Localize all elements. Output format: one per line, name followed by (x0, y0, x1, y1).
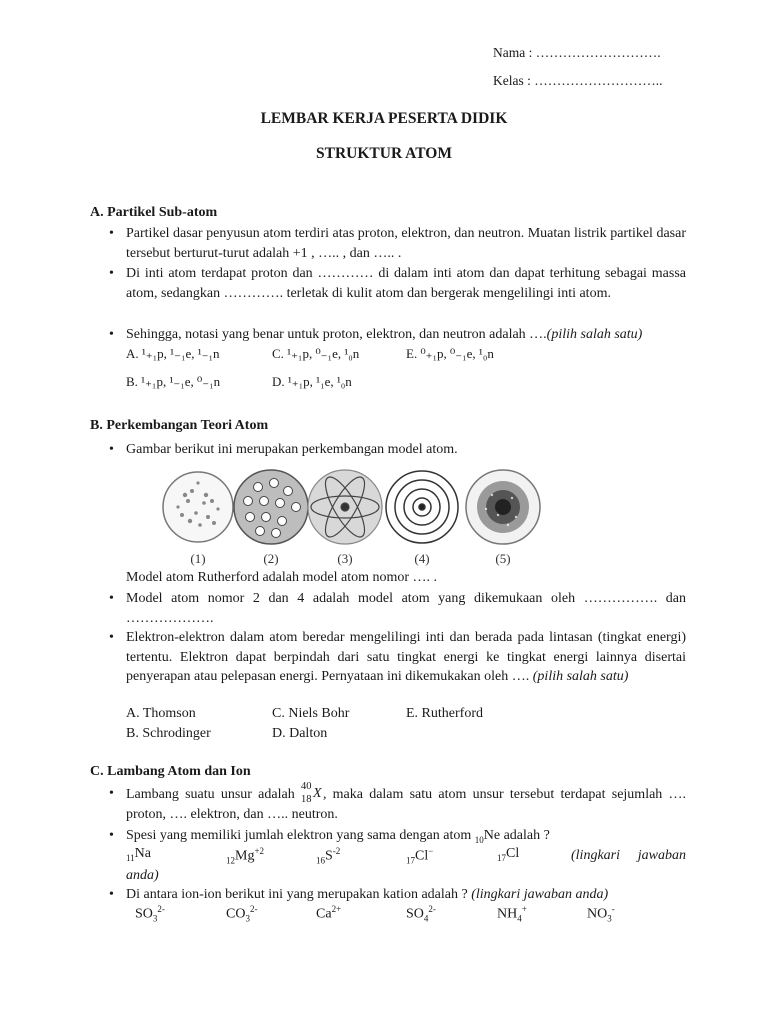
section-a-item-1: Partikel dasar penyusun atom terdiri atas proton, elektron, dan neutron. Muatan listrik partikel dasar tersebut berturut-turut adalah +1 , ….. , dan ….. . (126, 226, 686, 261)
model-label-1: (1) (190, 551, 206, 566)
section-b-item-3: Elektron-elektron dalam atom beredar mengelilingi inti dan berada pada lintasan (tingkat energi) tertentu. Elektron dapat berpindah dari satu tingkat energi ke tingkat energi lainnya disertai penyerapan atau pelepasan energi. Pernyataan ini dikemukakan oleh …. (pilih salah satu) (126, 630, 686, 684)
bullet: • (109, 266, 114, 281)
section-c-item-3: Di antara ion-ion berikut ini yang merupakan kation adalah ? (lingkari jawaban anda) (126, 887, 609, 902)
model-label-4: (4) (414, 551, 430, 566)
ion-so4[interactable]: $SO_4^{2-}$ (406, 904, 436, 924)
class-field: Kelas : ……………………….. (493, 73, 663, 88)
section-b-item-2: Model atom nomor 2 dan 4 adalah model atom yang dikemukaan oleh ……………. dan ………………. (126, 591, 686, 626)
bullet: • (109, 327, 114, 342)
atom-model-5 (466, 470, 540, 544)
ion-no3[interactable]: $NO_3^-$ (587, 904, 615, 924)
choice-d[interactable]: D. ¹₊₁p, ¹₁e, ¹₀n (272, 374, 352, 389)
section-c-item-1: Lambang suatu unsur adalah 40 18 X , maka dalam satu atom unsur tersebut terdapat sejumlah …. proton, …. elektron, dan ….. neutron. (126, 781, 687, 822)
ion-nh4[interactable]: $NH_4^+$ (497, 904, 527, 924)
page-title: LEMBAR KERJA PESERTA DIDIK (260, 110, 508, 127)
nuclide-symbol: 40 18 X (300, 781, 322, 805)
bullet: • (109, 786, 114, 801)
section-c-heading: C. Lambang Atom dan Ion (90, 764, 251, 779)
option-niels-bohr[interactable]: C. Niels Bohr (272, 706, 350, 721)
species-s[interactable]: $_{16}S^{-2}$ (316, 846, 341, 866)
choice-c[interactable]: C. ¹₊₁p, ⁰₋₁e, ¹₀n (272, 346, 360, 361)
section-b-heading: B. Perkembangan Teori Atom (90, 418, 269, 433)
option-thomson[interactable]: A. Thomson (126, 706, 196, 721)
bullet: • (109, 887, 114, 902)
bullet: • (109, 226, 114, 241)
choice-a[interactable]: A. ¹₊₁p, ¹₋₁e, ¹₋₁n (126, 346, 220, 361)
bullet: • (109, 442, 114, 457)
atom-model-4 (386, 471, 458, 543)
option-schrodinger[interactable]: B. Schrodinger (126, 726, 211, 741)
ion-so3[interactable]: $SO_3^{2-}$ (135, 904, 165, 924)
species-cl[interactable]: $_{17}$Cl (497, 846, 520, 863)
atom-model-1 (163, 472, 233, 542)
choice-e[interactable]: E. ⁰₊₁p, ⁰₋₁e, ¹₀n (406, 346, 494, 361)
species-hint: (lingkari jawaban anda) (126, 848, 686, 883)
model-label-5: (5) (495, 551, 511, 566)
atom-models-figure (160, 465, 550, 570)
ion-co3[interactable]: $CO_3^{2-}$ (226, 904, 258, 924)
species-na[interactable]: $_{11}$Na (126, 846, 151, 863)
model-label-3: (3) (337, 551, 353, 566)
section-b-question-1: Model atom Rutherford adalah model atom nomor …. . (126, 570, 438, 585)
option-rutherford[interactable]: E. Rutherford (406, 706, 483, 721)
section-a-item-3: Sehingga, notasi yang benar untuk proton, elektron, dan neutron adalah ….(pilih salah satu) (126, 327, 643, 342)
choice-b[interactable]: B. ¹₊₁p, ¹₋₁e, ⁰₋₁n (126, 374, 221, 389)
section-c-item-2: Spesi yang memiliki jumlah elektron yang sama dengan atom $_{10}$Ne adalah ? (126, 828, 550, 845)
bullet: • (109, 828, 114, 843)
bullet: • (109, 630, 114, 645)
ion-ca[interactable]: $Ca^{2+}$ (316, 904, 342, 922)
bullet: • (109, 591, 114, 606)
atom-model-2 (234, 470, 308, 544)
model-label-2: (2) (263, 551, 279, 566)
section-a-item-2: Di inti atom terdapat proton dan ………… di dalam inti atom dan dapat terhitung sebagai massa atom, sedangkan …………. terletak di kulit atom dan bergerak mengelilingi inti atom. (126, 266, 686, 301)
page-subtitle: STRUKTUR ATOM (316, 145, 452, 162)
name-field: Nama : ………………………. (493, 45, 661, 60)
species-mg[interactable]: $_{12}Mg^{+2}$ (226, 846, 265, 866)
section-b-item-1: Gambar berikut ini merupakan perkembangan model atom. (126, 442, 458, 457)
species-cl-ion[interactable]: $_{17}$Cl− (406, 846, 434, 866)
option-dalton[interactable]: D. Dalton (272, 726, 328, 741)
atom-model-3 (308, 470, 382, 544)
section-a-heading: A. Partikel Sub-atom (90, 205, 218, 220)
